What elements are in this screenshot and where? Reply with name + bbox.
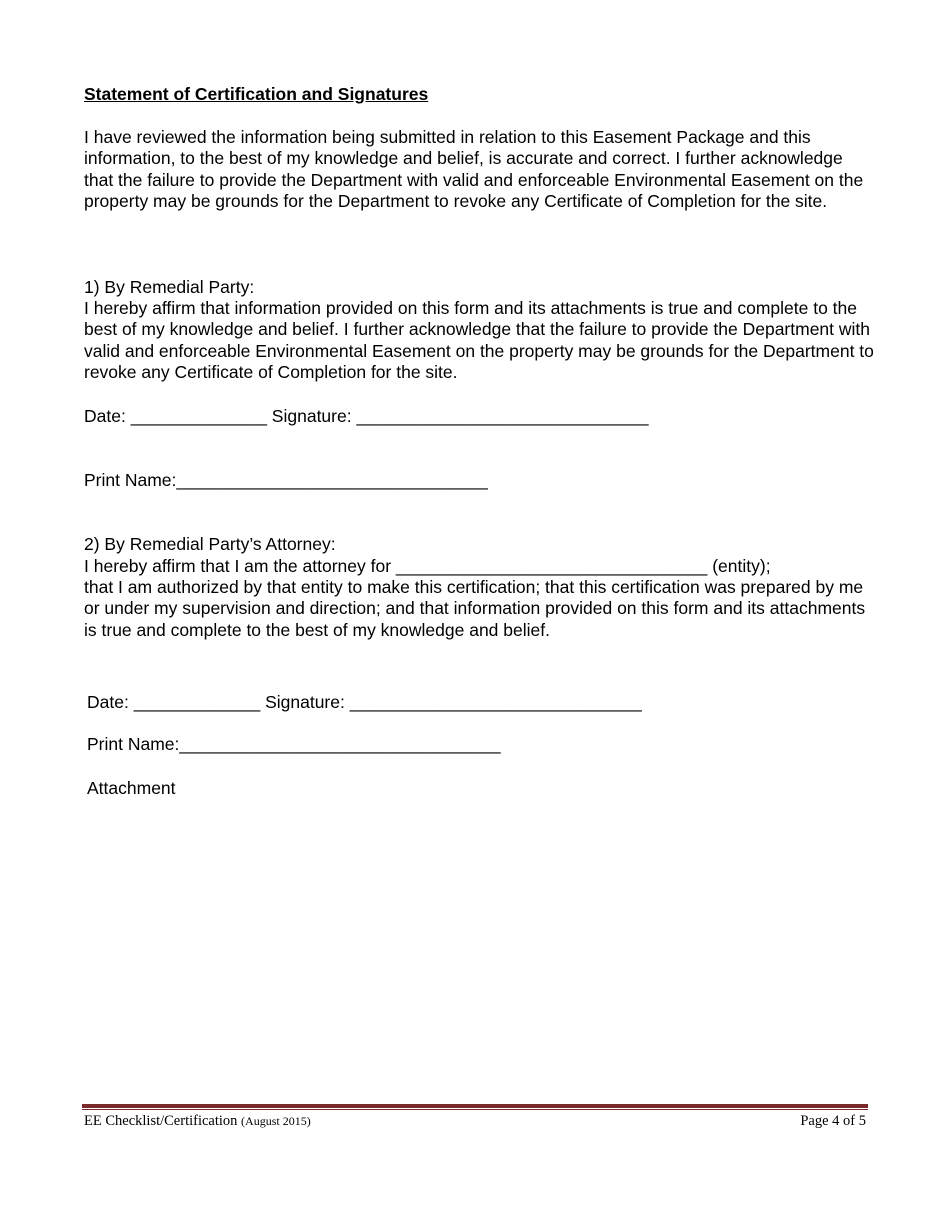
section2-print-name-line: Print Name:_________________________________	[87, 734, 501, 754]
footer-rule	[82, 1104, 868, 1108]
intro-paragraph: I have reviewed the information being submitted in relation to this Easement Package and this information, to the best of my knowledge and belief, is accurate and correct. I further acknowledge that the failure to provide the Department with valid and enforceable Environmental Easement on the property may be grounds for the Department to revoke any Certificate of Completion for the site.	[84, 127, 864, 212]
page-title: Statement of Certification and Signatures	[84, 84, 429, 104]
footer-title-text: EE Checklist/Certification	[84, 1113, 238, 1129]
section1-body: I hereby affirm that information provided on this form and its attachments is true and complete to the best of my knowledge and belief. I further acknowledge that the failure to provide the Department with valid and enforceable Environmental Easement on the property may be grounds for the Department to revoke any Certificate of Completion for the site.	[84, 298, 874, 383]
section1-print-name-line: Print Name:________________________________	[84, 470, 488, 490]
section1-title: 1) By Remedial Party:	[84, 277, 255, 297]
section2-date-signature-line: Date: _____________ Signature: ______________________________	[87, 692, 642, 712]
section2-body: that I am authorized by that entity to make this certification; that this certification was prepared by me or under my supervision and direction; and that information provided on this form and its attachments is true and complete to the best of my knowledge and belief.	[84, 577, 866, 640]
footer-date-text: (August 2015)	[241, 1114, 311, 1128]
section2-title: 2) By Remedial Party’s Attorney:	[84, 534, 336, 554]
footer-rule-thin	[82, 1109, 868, 1110]
section2-attorney-line: I hereby affirm that I am the attorney for ________________________________ (entity);	[84, 556, 771, 576]
footer-document-title	[84, 1113, 311, 1130]
footer-page-number: Page 4 of 5	[800, 1113, 866, 1129]
attachment-label: Attachment	[87, 778, 176, 798]
section1-date-signature-line: Date: ______________ Signature: ______________________________	[84, 406, 649, 426]
